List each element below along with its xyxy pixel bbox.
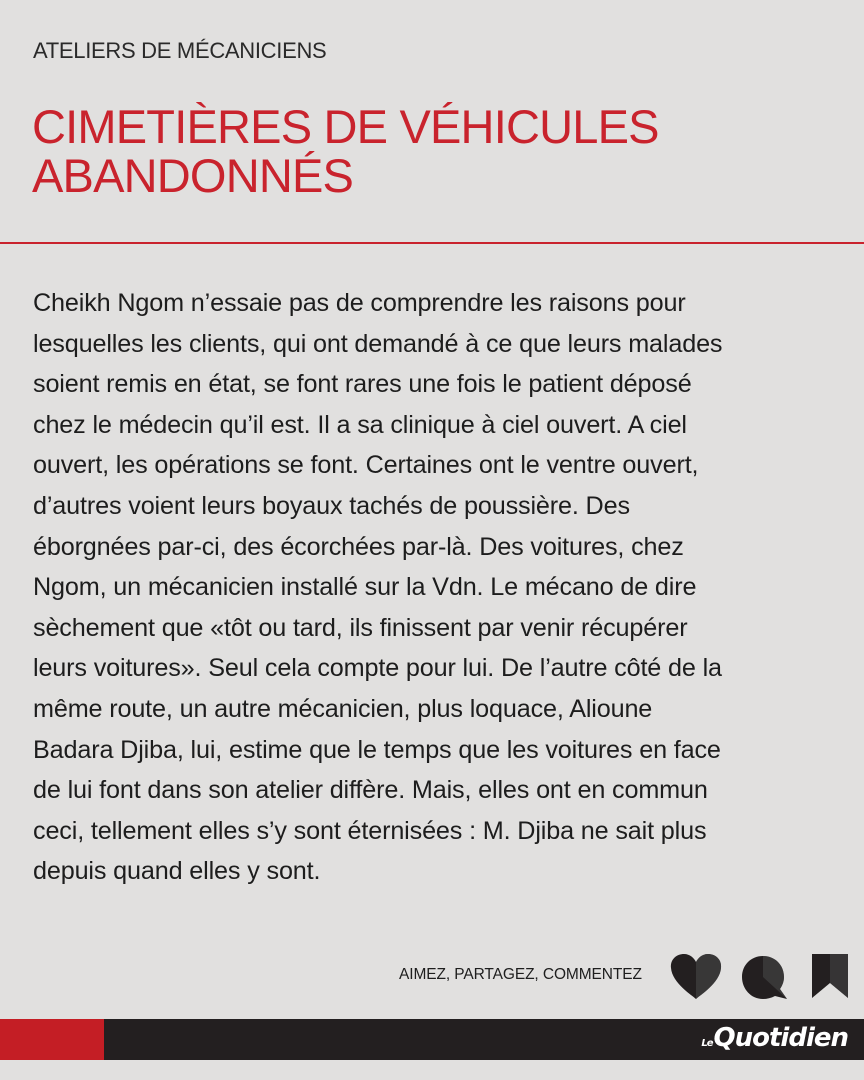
body-line: sèchement que «tôt ou tard, ils finissent par venir récupérer: [33, 613, 688, 642]
article-body: [33, 283, 833, 892]
section-kicker: ATELIERS DE MÉCANICIENS: [33, 38, 327, 63]
headline-divider: [0, 242, 864, 244]
bookmark-icon[interactable]: [811, 953, 849, 999]
body-line: d’autres voient leurs boyaux tachés de poussière. Des: [33, 491, 630, 520]
brand-prefix: Le: [701, 1038, 713, 1049]
body-line: lesquelles les clients, qui ont demandé à ce que leurs malades: [33, 329, 723, 358]
footer-accent: [0, 1019, 104, 1060]
body-line: ouvert, les opérations se font. Certaines ont le ventre ouvert,: [33, 451, 699, 480]
headline-line: ABANDONNÉS: [32, 149, 354, 202]
article-headline: [32, 102, 832, 200]
body-line: Ngom, un mécanicien installé sur la Vdn. Le mécano de dire: [33, 573, 697, 602]
footer-bar: [0, 1019, 864, 1060]
heart-icon[interactable]: [669, 953, 723, 1001]
brand-logo: [701, 1023, 848, 1053]
body-line: de lui font dans son atelier diffère. Mais, elles ont en commun: [33, 776, 708, 805]
body-line: leurs voitures». Seul cela compte pour lui. De l’autre côté de la: [33, 654, 722, 683]
body-line: éborgnées par-ci, des écorchées par-là. Des voitures, chez: [33, 532, 684, 561]
body-line: depuis quand elles y sont.: [33, 857, 321, 886]
body-line: Badara Djiba, lui, estime que le temps que les voitures en face: [33, 735, 721, 764]
body-line: même route, un autre mécanicien, plus loquace, Alioune: [33, 694, 653, 723]
body-line: Cheikh Ngom n’essaie pas de comprendre les raisons pour: [33, 289, 686, 317]
headline-line: CIMETIÈRES DE VÉHICULES: [32, 100, 659, 153]
social-cta: AIMEZ, PARTAGEZ, COMMENTEZ: [399, 966, 642, 983]
comment-icon[interactable]: [741, 955, 789, 1001]
body-line: soient remis en état, se font rares une fois le patient déposé: [33, 370, 692, 399]
body-line: chez le médecin qu’il est. Il a sa clinique à ciel ouvert. A ciel: [33, 410, 687, 439]
brand-name: Quotidien: [713, 1023, 848, 1053]
body-line: ceci, tellement elles s’y sont éternisées : M. Djiba ne sait plus: [33, 816, 707, 845]
